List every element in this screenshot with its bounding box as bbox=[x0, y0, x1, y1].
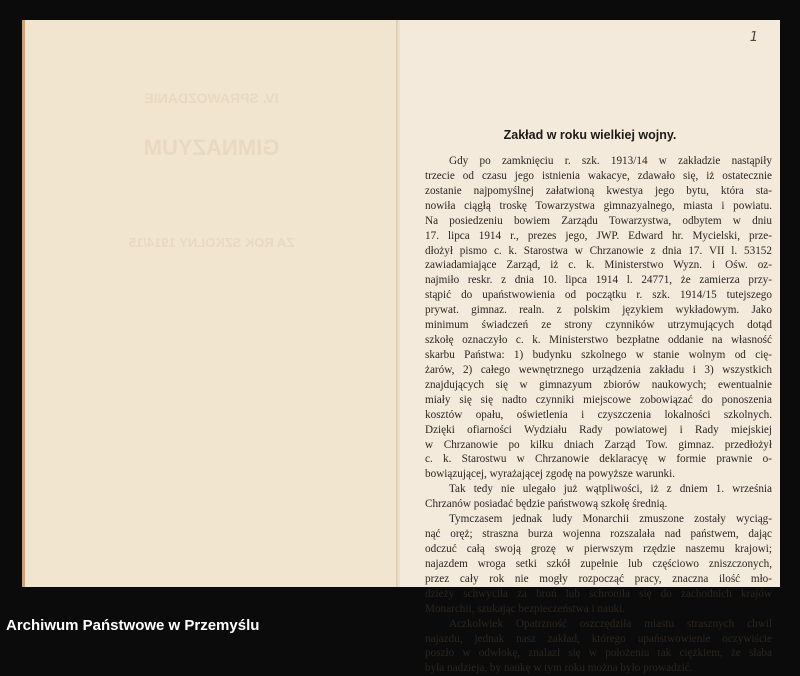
text-line: prywat. gimnaz. realn. z polskim językiem wykładowym. Jako bbox=[425, 304, 772, 317]
text-line: dłożył pismo c. k. Starostwa w Chrzanowie z dnia 17. VII l. 53152 bbox=[425, 244, 772, 257]
text-line: była nadzieja, by naukę w tym roku można było prowadzić. bbox=[425, 662, 693, 675]
text-line: szkołę oznaczyło c. k. Ministerstwo bezpłatne oddanie na własność bbox=[425, 334, 772, 347]
text-line: najmiło reskr. z dnia 10. lipca 1914 l. 24771, że zamierza przy- bbox=[425, 274, 772, 287]
text-line: stąpić do upaństwowienia od początku r. szk. 1914/15 tutejszego bbox=[425, 289, 772, 302]
text-line: poszło w odwłokę, znalazł się w położeniu tak ciężkiem, że słaba bbox=[425, 647, 772, 660]
text-line: Tak tedy nie ulegało już wątpliwości, iż z dniem 1. września bbox=[449, 483, 772, 496]
text-line: Gdy po zamknięciu r. szk. 1913/14 w zakładzie nastąpiły bbox=[449, 155, 772, 167]
text-line: nowiła ciągłą troskę Towarzystwa gimnazyalnego, miasta i powiatu. bbox=[425, 199, 772, 212]
text-line: trzecie od czasu jego istnienia wakacye, zdawało się, iż ostatecznie bbox=[425, 169, 772, 182]
page-number: 1 bbox=[749, 30, 758, 45]
text-line: dzieży schwyciła za broń lub schroniła się do zachodnich krajów bbox=[425, 587, 772, 600]
text-line: Monarchii, szukając bezpieczeństwa i nauki. bbox=[425, 602, 626, 615]
bleed-through-heading: GIMNAZYUM bbox=[143, 135, 280, 160]
body-text bbox=[425, 154, 772, 676]
text-line: miały się się nadto czynniki miejscowe zobowiązać do ponoszenia bbox=[425, 393, 772, 406]
bleed-through-heading: IV. SPRAWOZDANIE bbox=[144, 90, 279, 106]
text-line: zostanie najpomyślnej załatwioną kwestya jego bytu, która sta- bbox=[425, 184, 772, 197]
right-page bbox=[400, 20, 780, 675]
text-line: Na posiedzeniu bowiem Zarządu Towarzystwa, odbytem w dniu bbox=[425, 214, 772, 227]
text-line: Dzięki ofiarności Wydziału Rady powiatowej i Rady miejskiej bbox=[425, 423, 772, 436]
text-line: w Chrzanowie po kilku dniach Zarząd Tow. gimnaz. przedłożył bbox=[425, 438, 772, 451]
bleed-through-heading: ZA ROK SZKOLNY 1914/15 bbox=[128, 235, 295, 250]
text-line: 17. lipca 1914 r., prezes jego, JWP. Edward hr. Mycielski, prze- bbox=[425, 229, 772, 242]
text-line: odczuć całą swoją grozę w pierwszym rzędzie naszemu krajowi; bbox=[425, 542, 772, 555]
text-line: Tymczasem jednak ludy Monarchii zmuszone zostały wyciąg- bbox=[449, 513, 772, 526]
text-line: żarów, 2) całego wewnętrznego urządzenia zakładu i 3) wszystkich bbox=[425, 363, 772, 376]
text-line: Chrzanów posiadać będzie państwową szkołę średnią. bbox=[425, 498, 668, 511]
archive-label: Archiwum Państwowe w Przemyślu bbox=[6, 617, 260, 634]
text-line: najazdu, jednak nasz zakład, którego upaństwowienie oczywiście bbox=[425, 632, 772, 645]
text-line: c. k. Starostwu w Chrzanowie deklaracyę w formie prawnie o- bbox=[425, 453, 772, 466]
text-line: zawiadamiające Zarząd, iż c. k. Ministerstwo Wyzn. i Ośw. oz- bbox=[425, 259, 772, 272]
text-line: kosztów opału, oświetlenia i czyszczenia lokalności szkolnych. bbox=[425, 408, 772, 421]
text-line: znajdujących się w gimnazyum zbiorów naukowych; ewentualnie bbox=[425, 378, 772, 391]
text-line: bowiązującej, wyrażającej zgodę na powyższe warunki. bbox=[425, 468, 676, 481]
text-line: przez cały rok nie mogły rozpocząć pracy, znaczna ilość mło- bbox=[425, 572, 772, 585]
text-line: Aczkolwiek Opatrzność oszczędziła miastu strasznych chwil bbox=[449, 617, 772, 630]
text-line: skarbu Państwa: 1) budynku szkolnego w stanie wolnym od cię- bbox=[425, 348, 772, 361]
text-line: nąć oręż; straszna burza wojenna rozszalała nad państwem, dając bbox=[425, 528, 772, 541]
text-line: minimum świadczeń ze strony czynników utrzymujących dotąd bbox=[425, 319, 772, 332]
text-line: najazdem wroga setki szkół zupełnie lub częściowo zniszczonych, bbox=[425, 557, 772, 570]
chapter-title: Zakład w roku wielkiej wojny. bbox=[503, 128, 677, 142]
left-page bbox=[22, 20, 398, 587]
